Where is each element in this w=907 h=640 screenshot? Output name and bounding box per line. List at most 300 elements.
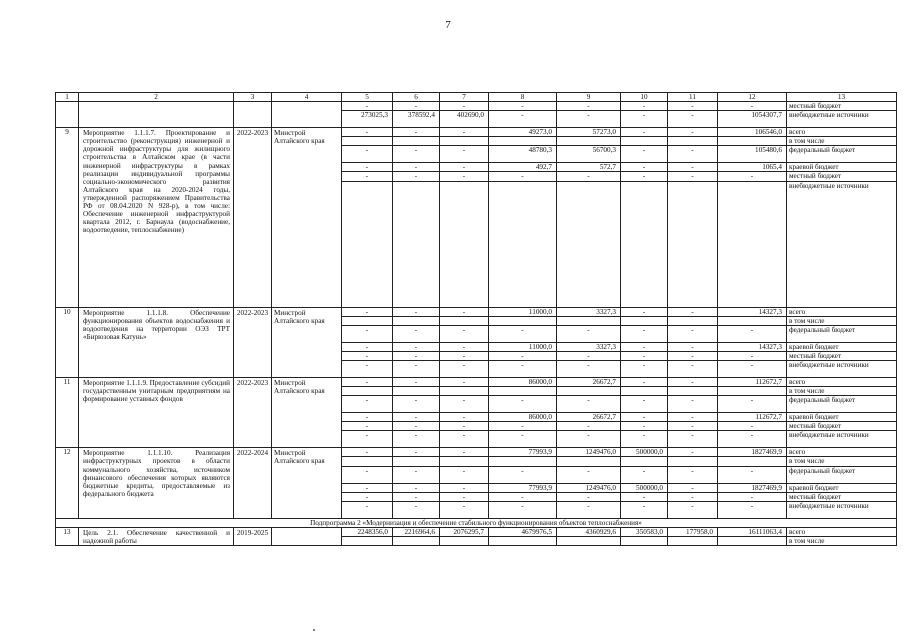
value-cell xyxy=(621,181,668,307)
value-cell xyxy=(489,181,557,307)
value-cell: - xyxy=(668,172,718,181)
funding-source-cell: в том числе xyxy=(787,137,897,146)
value-cell: - xyxy=(621,396,668,413)
value-cell: - xyxy=(440,501,489,518)
budget-table xyxy=(55,92,897,546)
funding-source-cell: местный бюджет xyxy=(787,422,897,431)
value-cell: - xyxy=(440,377,489,386)
funding-source-cell: местный бюджет xyxy=(787,172,897,181)
blank-cell xyxy=(79,102,234,128)
value-cell: 273025,3 xyxy=(342,111,393,128)
column-number-cell: 8 xyxy=(489,93,557,102)
value-cell xyxy=(668,316,718,325)
value-cell xyxy=(557,137,621,146)
value-cell: 86000,0 xyxy=(489,377,557,386)
column-number-cell: 4 xyxy=(272,93,342,102)
column-number-cell: 1 xyxy=(56,93,79,102)
item-number: 10 xyxy=(56,307,79,377)
value-cell: - xyxy=(718,102,787,111)
value-cell: 2248356,0 xyxy=(342,527,393,536)
value-cell: - xyxy=(440,422,489,431)
value-cell xyxy=(393,181,440,307)
value-cell: - xyxy=(668,342,718,351)
funding-source-cell: в том числе xyxy=(787,536,897,545)
value-cell: - xyxy=(621,146,668,163)
value-cell: - xyxy=(668,377,718,386)
value-cell: - xyxy=(668,351,718,360)
value-cell: - xyxy=(393,307,440,316)
value-cell: - xyxy=(718,492,787,501)
table-row xyxy=(56,377,897,386)
table-body xyxy=(56,93,897,546)
value-cell xyxy=(440,387,489,396)
value-cell: - xyxy=(621,163,668,172)
value-cell: - xyxy=(557,351,621,360)
value-cell: - xyxy=(342,146,393,163)
value-cell: - xyxy=(668,492,718,501)
value-cell: 49273,0 xyxy=(489,128,557,137)
value-cell: 48780,3 xyxy=(489,146,557,163)
value-cell: - xyxy=(621,360,668,377)
value-cell: 14327,3 xyxy=(718,307,787,316)
value-cell xyxy=(393,387,440,396)
item-number: 12 xyxy=(56,448,79,518)
value-cell xyxy=(621,387,668,396)
value-cell: - xyxy=(342,360,393,377)
value-cell: - xyxy=(440,325,489,342)
item-executor: Минстрой Алтайского края xyxy=(272,377,342,447)
value-cell: 26672,7 xyxy=(557,413,621,422)
value-cell: - xyxy=(342,307,393,316)
value-cell: - xyxy=(668,128,718,137)
funding-source-cell: краевой бюджет xyxy=(787,342,897,351)
value-cell: - xyxy=(393,351,440,360)
value-cell: - xyxy=(440,466,489,483)
value-cell: - xyxy=(668,413,718,422)
column-number-cell: 11 xyxy=(668,93,718,102)
value-cell: - xyxy=(489,501,557,518)
column-number-cell: 10 xyxy=(621,93,668,102)
value-cell: - xyxy=(342,483,393,492)
value-cell: - xyxy=(668,431,718,448)
value-cell: - xyxy=(489,422,557,431)
value-cell: - xyxy=(393,431,440,448)
value-cell: - xyxy=(557,501,621,518)
funding-source-cell: местный бюджет xyxy=(787,492,897,501)
value-cell: - xyxy=(342,172,393,181)
value-cell: - xyxy=(342,466,393,483)
value-cell xyxy=(489,457,557,466)
value-cell: - xyxy=(440,351,489,360)
value-cell: - xyxy=(557,466,621,483)
value-cell: - xyxy=(342,431,393,448)
value-cell: - xyxy=(621,501,668,518)
value-cell: - xyxy=(718,172,787,181)
value-cell: - xyxy=(440,102,489,111)
value-cell xyxy=(393,316,440,325)
value-cell: - xyxy=(440,342,489,351)
value-cell: - xyxy=(440,172,489,181)
value-cell xyxy=(668,137,718,146)
value-cell xyxy=(489,387,557,396)
value-cell: - xyxy=(621,466,668,483)
value-cell: - xyxy=(557,492,621,501)
value-cell: - xyxy=(557,172,621,181)
value-cell xyxy=(557,387,621,396)
item-number: 11 xyxy=(56,377,79,447)
value-cell: 177958,0 xyxy=(668,527,718,536)
value-cell: - xyxy=(440,128,489,137)
value-cell: - xyxy=(342,501,393,518)
funding-source-cell: внебюджетные источники xyxy=(787,431,897,448)
value-cell: - xyxy=(668,501,718,518)
scan-speck xyxy=(313,629,315,631)
value-cell: 1249476,0 xyxy=(557,448,621,457)
item-period: 2022-2024 xyxy=(234,448,272,518)
funding-source-cell: в том числе xyxy=(787,316,897,325)
value-cell: - xyxy=(621,413,668,422)
value-cell xyxy=(489,536,557,545)
value-cell: 2216964,6 xyxy=(393,527,440,536)
value-cell: - xyxy=(668,448,718,457)
item-description: Цель 2.1. Обеспечение качественной и надежной работы xyxy=(79,527,234,545)
value-cell: - xyxy=(440,396,489,413)
value-cell: 112672,7 xyxy=(718,413,787,422)
value-cell xyxy=(718,536,787,545)
funding-source-cell: всего xyxy=(787,527,897,536)
value-cell: - xyxy=(621,492,668,501)
funding-source-cell: федеральный бюджет xyxy=(787,325,897,342)
value-cell xyxy=(668,536,718,545)
funding-source-cell: в том числе xyxy=(787,457,897,466)
value-cell: 1827469,9 xyxy=(718,483,787,492)
value-cell xyxy=(621,536,668,545)
funding-source-cell: местный бюджет xyxy=(787,102,897,111)
value-cell: - xyxy=(718,360,787,377)
funding-source-cell: внебюджетные источники xyxy=(787,181,897,307)
funding-source-cell: всего xyxy=(787,307,897,316)
value-cell: - xyxy=(393,342,440,351)
funding-source-cell: местный бюджет xyxy=(787,351,897,360)
value-cell: 86000,0 xyxy=(489,413,557,422)
value-cell: 16111063,4 xyxy=(718,527,787,536)
value-cell: - xyxy=(489,351,557,360)
value-cell: 1065,4 xyxy=(718,163,787,172)
value-cell: - xyxy=(342,351,393,360)
value-cell: - xyxy=(393,492,440,501)
value-cell: - xyxy=(557,111,621,128)
value-cell: - xyxy=(393,396,440,413)
value-cell xyxy=(621,137,668,146)
column-number-cell: 3 xyxy=(234,93,272,102)
value-cell: - xyxy=(342,396,393,413)
value-cell xyxy=(668,457,718,466)
funding-source-cell: всего xyxy=(787,448,897,457)
funding-source-cell: федеральный бюджет xyxy=(787,146,897,163)
value-cell: 106546,0 xyxy=(718,128,787,137)
value-cell: - xyxy=(489,325,557,342)
value-cell: - xyxy=(557,422,621,431)
page-number: 7 xyxy=(445,19,451,31)
funding-source-cell: краевой бюджет xyxy=(787,163,897,172)
value-cell: - xyxy=(668,325,718,342)
budget-table-sheet xyxy=(55,92,869,597)
value-cell: - xyxy=(342,128,393,137)
value-cell: 77993,9 xyxy=(489,483,557,492)
value-cell: - xyxy=(342,492,393,501)
column-number-cell: 12 xyxy=(718,93,787,102)
table-row xyxy=(56,128,897,137)
value-cell xyxy=(718,137,787,146)
value-cell: - xyxy=(440,307,489,316)
value-cell: - xyxy=(440,448,489,457)
value-cell: - xyxy=(393,360,440,377)
value-cell: - xyxy=(393,102,440,111)
table-row xyxy=(56,448,897,457)
value-cell: - xyxy=(621,307,668,316)
value-cell: 350583,0 xyxy=(621,527,668,536)
item-executor: Минстрой Алтайского края xyxy=(272,307,342,377)
item-period: 2022-2023 xyxy=(234,128,272,307)
value-cell: - xyxy=(489,360,557,377)
value-cell xyxy=(718,181,787,307)
item-executor xyxy=(272,527,342,545)
value-cell xyxy=(621,316,668,325)
value-cell: 14327,3 xyxy=(718,342,787,351)
value-cell: - xyxy=(718,325,787,342)
value-cell: 4360929,6 xyxy=(557,527,621,536)
value-cell: - xyxy=(718,396,787,413)
value-cell xyxy=(718,457,787,466)
item-description: Мероприятие 1.1.1.8. Обеспечение функционирования объектов водоснабжения и водоотведения на территории ОЭЗ ТРТ «Бирюзовая Катунь» xyxy=(79,307,234,377)
value-cell: 492,7 xyxy=(489,163,557,172)
value-cell xyxy=(557,181,621,307)
value-cell: - xyxy=(621,102,668,111)
value-cell: 1054307,7 xyxy=(718,111,787,128)
value-cell xyxy=(440,457,489,466)
item-period: 2022-2023 xyxy=(234,377,272,447)
value-cell xyxy=(342,316,393,325)
value-cell: 4679976,5 xyxy=(489,527,557,536)
value-cell: - xyxy=(393,128,440,137)
value-cell xyxy=(668,387,718,396)
value-cell: - xyxy=(393,377,440,386)
value-cell: - xyxy=(342,342,393,351)
value-cell: - xyxy=(668,483,718,492)
value-cell: - xyxy=(393,422,440,431)
funding-source-cell: внебюджетные источники xyxy=(787,501,897,518)
value-cell: - xyxy=(393,466,440,483)
value-cell: 3327,3 xyxy=(557,342,621,351)
value-cell xyxy=(393,536,440,545)
value-cell xyxy=(440,137,489,146)
value-cell: 56700,3 xyxy=(557,146,621,163)
item-description: Мероприятие 1.1.1.9. Предоставление субсидий государственным унитарным предприятиям на формирование уставных фондов xyxy=(79,377,234,447)
column-number-cell: 13 xyxy=(787,93,897,102)
column-number-cell: 6 xyxy=(393,93,440,102)
item-description: Мероприятие 1.1.1.10. Реализация инфраструктурных проектов в области коммунального хозяйства, источником финансового обеспечения которых являются бюджетные кредиты, предоставляемые из федерального бюджета xyxy=(79,448,234,518)
value-cell: - xyxy=(621,422,668,431)
value-cell xyxy=(440,181,489,307)
value-cell: - xyxy=(393,448,440,457)
subprogram-title: Подпрограмма 2 «Модернизация и обеспечение стабильного функционирования объектов теплоснабжения» xyxy=(56,518,897,527)
value-cell: 500000,0 xyxy=(621,448,668,457)
value-cell: 1249476,0 xyxy=(557,483,621,492)
value-cell: 11000,0 xyxy=(489,342,557,351)
table-row xyxy=(56,527,897,536)
value-cell: - xyxy=(489,102,557,111)
value-cell: - xyxy=(440,492,489,501)
value-cell: - xyxy=(489,466,557,483)
value-cell: - xyxy=(440,483,489,492)
column-number-cell: 2 xyxy=(79,93,234,102)
value-cell: - xyxy=(342,422,393,431)
value-cell xyxy=(342,536,393,545)
value-cell xyxy=(342,387,393,396)
funding-source-cell: краевой бюджет xyxy=(787,413,897,422)
value-cell: - xyxy=(668,360,718,377)
table-row xyxy=(56,102,897,111)
funding-source-cell: федеральный бюджет xyxy=(787,466,897,483)
value-cell: - xyxy=(489,431,557,448)
value-cell xyxy=(489,316,557,325)
value-cell: - xyxy=(557,102,621,111)
value-cell: - xyxy=(557,396,621,413)
blank-cell xyxy=(56,102,79,128)
value-cell: - xyxy=(342,377,393,386)
value-cell xyxy=(393,137,440,146)
value-cell: - xyxy=(718,431,787,448)
column-number-cell: 7 xyxy=(440,93,489,102)
item-executor: Минстрой Алтайского края xyxy=(272,128,342,307)
value-cell xyxy=(557,457,621,466)
value-cell: - xyxy=(621,377,668,386)
funding-source-cell: внебюджетные источники xyxy=(787,111,897,128)
value-cell xyxy=(342,137,393,146)
value-cell: - xyxy=(718,351,787,360)
value-cell: - xyxy=(557,360,621,377)
blank-cell xyxy=(234,102,272,128)
value-cell xyxy=(440,316,489,325)
value-cell: - xyxy=(668,422,718,431)
value-cell: 77993,9 xyxy=(489,448,557,457)
value-cell: - xyxy=(489,172,557,181)
value-cell xyxy=(718,316,787,325)
funding-source-cell: всего xyxy=(787,377,897,386)
value-cell: 112672,7 xyxy=(718,377,787,386)
value-cell: - xyxy=(393,501,440,518)
value-cell xyxy=(489,137,557,146)
value-cell: - xyxy=(668,396,718,413)
value-cell: - xyxy=(621,325,668,342)
value-cell: - xyxy=(393,325,440,342)
value-cell: - xyxy=(668,111,718,128)
value-cell: - xyxy=(668,466,718,483)
value-cell: - xyxy=(342,102,393,111)
item-period: 2019-2025 xyxy=(234,527,272,545)
value-cell: - xyxy=(621,342,668,351)
value-cell: 105480,6 xyxy=(718,146,787,163)
value-cell: - xyxy=(668,163,718,172)
value-cell: - xyxy=(393,163,440,172)
value-cell: - xyxy=(621,431,668,448)
value-cell: 402690,0 xyxy=(440,111,489,128)
funding-source-cell: внебюджетные источники xyxy=(787,360,897,377)
item-executor: Минстрой Алтайского края xyxy=(272,448,342,518)
value-cell: - xyxy=(668,146,718,163)
item-description: Мероприятие 1.1.1.7. Проектирование и строительство (реконструкция) инженерной и дорожной инфраструктуры для жилищного строительства в Алтайском крае (в части инженерной инфраструктуры в рамках реализации индивидуальной программы социально-экономического развития Алтайского края на 2020-2024 годы, утвержденной распоряжением Правительства РФ от 08.04.2020 N 928-р), в том числе: Обеспечение инженерной инфраструктурой квартала 2012, г. Барнаула (водоснабжение, водоотведение, теплоснабжение) xyxy=(79,128,234,307)
value-cell: - xyxy=(668,307,718,316)
value-cell: 1827469,9 xyxy=(718,448,787,457)
value-cell xyxy=(668,181,718,307)
funding-source-cell: федеральный бюджет xyxy=(787,396,897,413)
value-cell: - xyxy=(342,163,393,172)
value-cell: - xyxy=(489,492,557,501)
value-cell: - xyxy=(393,146,440,163)
value-cell xyxy=(557,536,621,545)
value-cell xyxy=(342,181,393,307)
value-cell: - xyxy=(489,396,557,413)
value-cell: - xyxy=(621,172,668,181)
value-cell: - xyxy=(557,325,621,342)
value-cell: - xyxy=(393,483,440,492)
blank-cell xyxy=(272,102,342,128)
value-cell: - xyxy=(342,325,393,342)
column-number-cell: 9 xyxy=(557,93,621,102)
value-cell: - xyxy=(342,413,393,422)
table-row xyxy=(56,307,897,316)
value-cell: - xyxy=(621,128,668,137)
value-cell: - xyxy=(718,422,787,431)
value-cell: 11000,0 xyxy=(489,307,557,316)
funding-source-cell: краевой бюджет xyxy=(787,483,897,492)
value-cell: 378592,4 xyxy=(393,111,440,128)
value-cell: 572,7 xyxy=(557,163,621,172)
value-cell: - xyxy=(440,413,489,422)
value-cell: - xyxy=(718,466,787,483)
value-cell: 3327,3 xyxy=(557,307,621,316)
value-cell: - xyxy=(393,172,440,181)
subprogram-row xyxy=(56,518,897,527)
value-cell xyxy=(342,457,393,466)
value-cell: - xyxy=(440,431,489,448)
column-number-row xyxy=(56,93,897,102)
value-cell xyxy=(718,387,787,396)
value-cell: - xyxy=(621,351,668,360)
value-cell xyxy=(440,536,489,545)
value-cell: - xyxy=(621,111,668,128)
value-cell xyxy=(557,316,621,325)
value-cell: 500000,0 xyxy=(621,483,668,492)
funding-source-cell: в том числе xyxy=(787,387,897,396)
value-cell: - xyxy=(718,501,787,518)
funding-source-cell: всего xyxy=(787,128,897,137)
value-cell: 26672,7 xyxy=(557,377,621,386)
value-cell: - xyxy=(489,111,557,128)
value-cell xyxy=(621,457,668,466)
value-cell: - xyxy=(440,146,489,163)
value-cell: - xyxy=(440,360,489,377)
value-cell: 57273,0 xyxy=(557,128,621,137)
column-number-cell: 5 xyxy=(342,93,393,102)
value-cell: - xyxy=(668,102,718,111)
item-period: 2022-2023 xyxy=(234,307,272,377)
item-number: 9 xyxy=(56,128,79,307)
value-cell xyxy=(393,457,440,466)
value-cell: - xyxy=(440,163,489,172)
item-number: 13 xyxy=(56,527,79,545)
value-cell: 2076295,7 xyxy=(440,527,489,536)
